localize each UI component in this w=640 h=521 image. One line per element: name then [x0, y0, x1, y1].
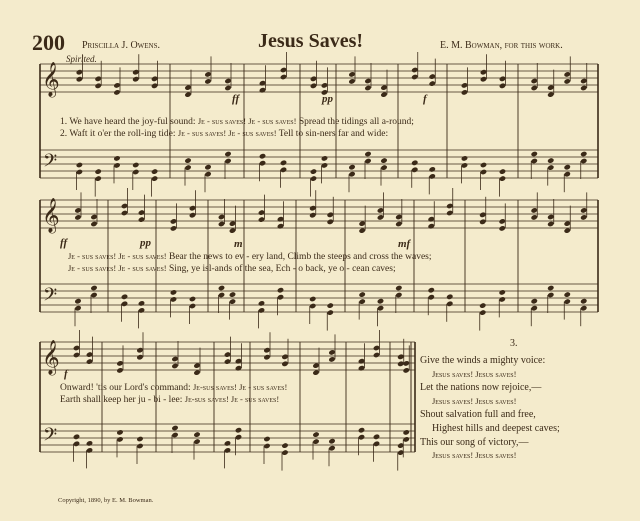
notehead — [280, 67, 287, 73]
notehead — [395, 292, 402, 298]
notehead — [479, 212, 486, 218]
notehead — [547, 292, 554, 298]
notehead — [461, 89, 468, 95]
notehead — [258, 300, 265, 306]
notehead — [403, 436, 410, 442]
notehead — [263, 443, 270, 449]
notehead — [281, 449, 288, 455]
dynamic-m: m — [234, 238, 243, 250]
notehead — [429, 80, 436, 86]
notehead — [429, 173, 436, 179]
notehead — [121, 203, 128, 209]
notehead — [74, 305, 81, 311]
notehead — [395, 214, 402, 220]
notehead — [358, 298, 365, 304]
notehead — [499, 296, 506, 302]
notehead — [564, 298, 571, 304]
notehead — [259, 80, 266, 86]
notehead — [224, 447, 231, 453]
notehead — [395, 221, 402, 227]
notehead — [259, 153, 266, 159]
notehead — [86, 447, 93, 453]
author-name: Priscilla J. Owens. — [82, 40, 161, 51]
notehead — [348, 71, 355, 77]
notehead — [321, 82, 328, 88]
hymn-number: 200 — [32, 30, 65, 55]
treble-clef-icon: 𝄞 — [42, 198, 60, 233]
stanza-number: 3. — [510, 338, 518, 349]
stanza-line: Jesus saves! Jesus saves! — [432, 368, 517, 379]
notehead — [428, 223, 435, 229]
notehead — [364, 78, 371, 84]
notehead — [499, 218, 506, 224]
notehead — [531, 305, 538, 311]
notehead — [446, 203, 453, 209]
notehead — [218, 214, 225, 220]
notehead — [280, 167, 287, 173]
notehead — [380, 164, 387, 170]
notehead — [373, 441, 380, 447]
notehead — [580, 85, 587, 91]
notehead — [358, 427, 365, 433]
hymn-title: Jesus Saves! — [258, 30, 364, 52]
notehead — [189, 205, 196, 211]
bass-clef-icon: 𝄢 — [43, 151, 58, 176]
notehead — [113, 162, 120, 168]
notehead — [377, 207, 384, 213]
notehead — [428, 287, 435, 293]
notehead — [90, 221, 97, 227]
notehead — [116, 429, 123, 435]
notehead — [328, 349, 335, 355]
notehead — [136, 354, 143, 360]
notehead — [580, 78, 587, 84]
notehead — [580, 298, 587, 304]
notehead — [327, 212, 334, 218]
notehead — [218, 292, 225, 298]
notehead — [364, 158, 371, 164]
notehead — [95, 175, 102, 181]
dynamic-pp: pp — [140, 237, 151, 249]
notehead — [204, 78, 211, 84]
notehead — [277, 287, 284, 293]
notehead — [259, 87, 266, 93]
treble-clef-icon: 𝄞 — [42, 340, 60, 375]
dynamic-f: f — [64, 368, 68, 380]
notehead — [411, 160, 418, 166]
bass-clef-icon: 𝄢 — [43, 285, 58, 310]
notehead — [531, 158, 538, 164]
notehead — [73, 352, 80, 358]
notehead — [151, 175, 158, 181]
notehead — [116, 436, 123, 442]
notehead — [499, 175, 506, 181]
notehead — [138, 300, 145, 306]
notehead — [90, 214, 97, 220]
stanza-line: This our song of victory,— — [420, 436, 529, 448]
notehead — [310, 168, 317, 174]
notehead — [328, 438, 335, 444]
notehead — [224, 440, 231, 446]
stanza-three — [420, 354, 560, 463]
notehead — [136, 436, 143, 442]
notehead — [132, 162, 139, 168]
lyric-line: Je - sus saves! Je - sus saves! Sing, ye isl-ands of the sea, Ech - o back, ye o - cean caves; — [68, 263, 396, 274]
stanza-line: Highest hills and deepest caves; — [432, 422, 560, 434]
notehead — [312, 438, 319, 444]
notehead — [479, 309, 486, 315]
notehead — [429, 73, 436, 79]
notehead — [171, 363, 178, 369]
notehead — [116, 367, 123, 373]
notehead — [310, 83, 317, 89]
notehead — [499, 76, 506, 82]
notehead — [277, 223, 284, 229]
notehead — [258, 216, 265, 222]
lyric-line: 1. We have heard the joy-ful sound: Je - sus saves! Je - sus saves! Spread the tidings all a-round; — [60, 116, 414, 127]
notehead — [121, 294, 128, 300]
notehead — [170, 225, 177, 231]
notehead — [218, 285, 225, 291]
dynamic-f: f — [423, 93, 427, 105]
notehead — [380, 157, 387, 163]
copyright-notice: Copyright, 1890, by E. M. Bowman. — [58, 497, 154, 504]
notehead — [373, 434, 380, 440]
notehead — [204, 71, 211, 77]
notehead — [499, 225, 506, 231]
notehead — [113, 89, 120, 95]
notehead — [189, 303, 196, 309]
composer-credit: E. M. Bowman, for this work. — [440, 40, 563, 51]
notehead — [138, 209, 145, 215]
notehead — [580, 214, 587, 220]
notehead — [151, 76, 158, 82]
notehead — [411, 74, 418, 80]
notehead — [429, 166, 436, 172]
notehead — [73, 345, 80, 351]
lyric-line: 2. Waft it o'er the roll-ing tide: Je - sus saves! Je - sus saves! Tell to sin-ners far and wide: — [60, 128, 389, 139]
notehead — [373, 352, 380, 358]
notehead — [184, 157, 191, 163]
notehead — [499, 289, 506, 295]
notehead — [446, 210, 453, 216]
notehead — [73, 441, 80, 447]
notehead — [170, 296, 177, 302]
notehead — [73, 434, 80, 440]
notehead — [531, 151, 538, 157]
notehead — [95, 83, 102, 89]
notehead — [499, 168, 506, 174]
notehead — [580, 158, 587, 164]
notehead — [531, 298, 538, 304]
notehead — [411, 67, 418, 73]
notehead — [76, 76, 83, 82]
notehead — [564, 171, 571, 177]
lyric-line: Earth shall keep her ju - bi - lee: Je-sus saves! Je - sus saves! — [60, 394, 280, 405]
notehead — [121, 210, 128, 216]
notehead — [309, 303, 316, 309]
notehead — [259, 160, 266, 166]
notehead — [132, 169, 139, 175]
notehead — [224, 85, 231, 91]
notehead — [74, 214, 81, 220]
notehead — [446, 301, 453, 307]
notehead — [377, 298, 384, 304]
notehead — [321, 162, 328, 168]
notehead — [132, 69, 139, 75]
notehead — [74, 207, 81, 213]
stanza-line: Jesus saves! Jesus saves! — [432, 450, 517, 461]
notehead — [395, 285, 402, 291]
notehead — [358, 291, 365, 297]
dynamic-mf: mf — [398, 238, 411, 250]
notehead — [547, 157, 554, 163]
notehead — [277, 294, 284, 300]
lyric-line: Je - sus saves! Je - sus saves! Bear the news to ev - ery land, Climb the steeps and cross the waves; — [68, 251, 432, 262]
notehead — [327, 302, 334, 308]
notehead — [358, 358, 365, 364]
notehead — [480, 69, 487, 75]
notehead — [327, 219, 334, 225]
notehead — [280, 160, 287, 166]
notehead — [90, 285, 97, 291]
notehead — [229, 291, 236, 297]
notehead — [224, 78, 231, 84]
notehead — [531, 207, 538, 213]
notehead — [224, 358, 231, 364]
notehead — [499, 83, 506, 89]
notehead — [136, 443, 143, 449]
notehead — [90, 292, 97, 298]
notehead — [358, 434, 365, 440]
notehead — [280, 74, 287, 80]
notehead — [281, 354, 288, 360]
notehead — [224, 151, 231, 157]
notehead — [479, 219, 486, 225]
notehead — [364, 151, 371, 157]
notehead — [95, 76, 102, 82]
notehead — [564, 164, 571, 170]
notehead — [86, 358, 93, 364]
stanza-line: Let the nations now rejoice,— — [420, 382, 542, 394]
notehead — [121, 301, 128, 307]
notehead — [277, 216, 284, 222]
notehead — [235, 358, 242, 364]
notehead — [310, 76, 317, 82]
notehead — [480, 76, 487, 82]
notehead — [170, 289, 177, 295]
notehead — [531, 85, 538, 91]
notehead — [348, 171, 355, 177]
notehead — [263, 354, 270, 360]
notehead — [116, 360, 123, 366]
notehead — [411, 167, 418, 173]
notehead — [564, 291, 571, 297]
notehead — [403, 367, 410, 373]
dynamic-ff: ff — [232, 93, 240, 105]
notehead — [189, 296, 196, 302]
notehead — [76, 69, 83, 75]
notehead — [403, 429, 410, 435]
dynamic-pp: pp — [322, 93, 333, 105]
notehead — [132, 76, 139, 82]
notehead — [547, 214, 554, 220]
notehead — [580, 151, 587, 157]
notehead — [373, 345, 380, 351]
notehead — [461, 82, 468, 88]
notehead — [151, 83, 158, 89]
notehead — [564, 78, 571, 84]
notehead — [136, 347, 143, 353]
notehead — [281, 361, 288, 367]
notehead — [377, 305, 384, 311]
notehead — [258, 209, 265, 215]
bass-clef-icon: 𝄢 — [43, 425, 58, 450]
lyric-line: Onward! 'tis our Lord's command: Je-sus saves! Je - sus saves! — [60, 382, 288, 393]
stanza-line: Jesus saves! Jesus saves! — [432, 395, 517, 406]
notehead — [138, 216, 145, 222]
notehead — [309, 212, 316, 218]
notehead — [312, 431, 319, 437]
notehead — [224, 158, 231, 164]
notehead — [364, 85, 371, 91]
notehead — [113, 82, 120, 88]
notehead — [321, 155, 328, 161]
notehead — [95, 168, 102, 174]
notehead — [480, 162, 487, 168]
notehead — [189, 212, 196, 218]
notehead — [309, 296, 316, 302]
notehead — [204, 164, 211, 170]
notehead — [309, 205, 316, 211]
notehead — [258, 307, 265, 313]
notehead — [547, 285, 554, 291]
notehead — [218, 221, 225, 227]
notehead — [580, 305, 587, 311]
notehead — [281, 442, 288, 448]
notehead — [113, 155, 120, 161]
notehead — [479, 302, 486, 308]
notehead — [547, 221, 554, 227]
notehead — [327, 309, 334, 315]
notehead — [348, 164, 355, 170]
notehead — [428, 216, 435, 222]
notehead — [193, 438, 200, 444]
notehead — [204, 171, 211, 177]
notehead — [461, 162, 468, 168]
notehead — [348, 78, 355, 84]
notehead — [531, 214, 538, 220]
notehead — [446, 294, 453, 300]
notehead — [86, 351, 93, 357]
notehead — [377, 214, 384, 220]
notehead — [547, 164, 554, 170]
notehead — [171, 425, 178, 431]
treble-clef-icon: 𝄞 — [42, 62, 60, 97]
notehead — [328, 356, 335, 362]
notehead — [235, 365, 242, 371]
notehead — [428, 294, 435, 300]
notehead — [171, 432, 178, 438]
notehead — [138, 307, 145, 313]
notehead — [193, 431, 200, 437]
notehead — [171, 356, 178, 362]
notehead — [564, 71, 571, 77]
notehead — [76, 162, 83, 168]
stanza-line: Give the winds a mighty voice: — [420, 355, 546, 366]
notehead — [76, 169, 83, 175]
notehead — [74, 298, 81, 304]
notehead — [229, 298, 236, 304]
notehead — [224, 351, 231, 357]
notehead — [480, 169, 487, 175]
notehead — [310, 175, 317, 181]
notehead — [397, 354, 404, 360]
notehead — [328, 445, 335, 451]
notehead — [86, 440, 93, 446]
notehead — [263, 347, 270, 353]
notehead — [151, 168, 158, 174]
notehead — [235, 434, 242, 440]
notehead — [531, 78, 538, 84]
notehead — [461, 155, 468, 161]
notehead — [235, 427, 242, 433]
notehead — [580, 207, 587, 213]
notehead — [358, 365, 365, 371]
stanza-line: Shout salvation full and free, — [420, 409, 536, 421]
notehead — [184, 164, 191, 170]
notehead — [170, 218, 177, 224]
dynamic-ff: ff — [60, 237, 68, 249]
tempo-marking: Spirited. — [66, 54, 97, 64]
notehead — [263, 436, 270, 442]
